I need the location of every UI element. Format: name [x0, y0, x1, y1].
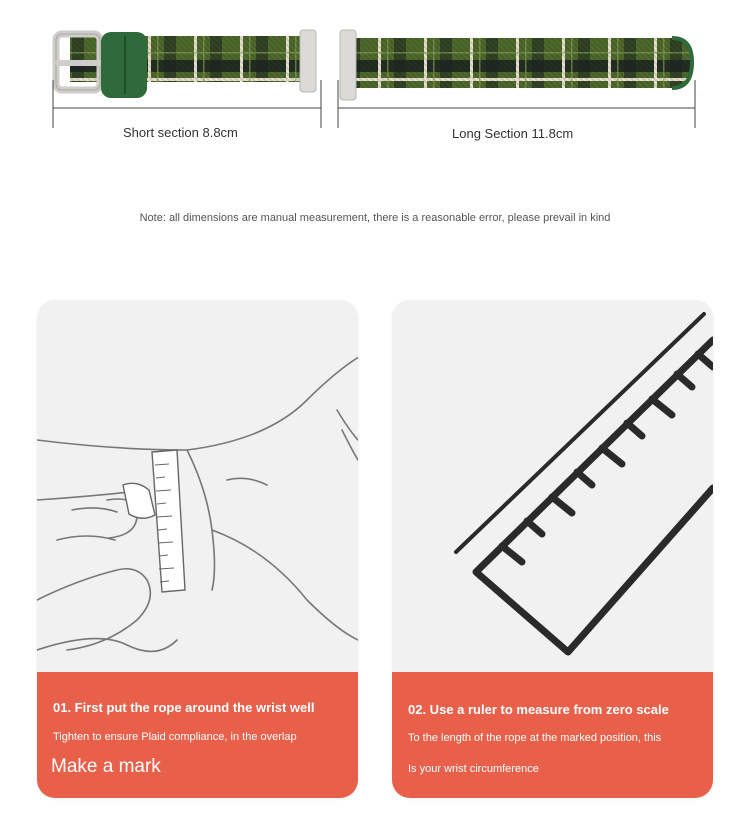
short-section-label: Short section 8.8cm: [123, 125, 238, 140]
ruler-illustration: [392, 300, 713, 672]
step-1-caption: [37, 672, 358, 798]
measurement-note: Note: all dimensions are manual measurement, there is a reasonable error, please prevail in kind: [139, 212, 611, 224]
step-card-1: [37, 300, 358, 798]
wrist-measure-illustration: [37, 300, 358, 672]
step-card-2: [392, 300, 713, 798]
step-1-title: 01. First put the rope around the wrist well: [53, 700, 315, 715]
step-1-line-2: Make a mark: [51, 756, 161, 777]
long-section-label: Long Section 11.8cm: [452, 126, 574, 141]
short-strap-section: [56, 30, 316, 98]
watch-strap-image: [0, 0, 750, 160]
step-2-line-2: Is your wrist circumference: [408, 763, 539, 775]
step-2-title: 02. Use a ruler to measure from zero scale: [408, 702, 669, 717]
step-2-caption: [392, 672, 713, 798]
step-1-line-1: Tighten to ensure Plaid compliance, in the overlap: [53, 731, 297, 743]
step-2-line-1: To the length of the rope at the marked position, this: [408, 732, 662, 744]
long-strap-section: [340, 30, 692, 100]
